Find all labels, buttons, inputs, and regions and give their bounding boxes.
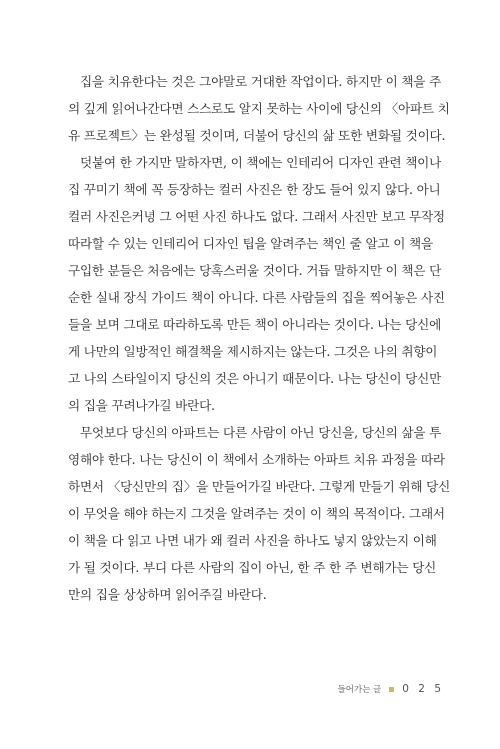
- text-line: 의 깊게 읽어나간다면 스스로도 알지 못하는 사이에 당신의 〈아파트 치: [68, 101, 450, 116]
- text-line: 따라할 수 있는 인테리어 디자인 팁을 알려주는 책인 줄 알고 이 책을: [68, 236, 433, 251]
- text-line: 하면서 〈당신만의 집〉을 만들어가길 바란다. 그렇게 만들기 위해 당신: [68, 479, 451, 494]
- text-line: 순한 실내 장식 가이드 책이 아니다. 다른 사람들의 집을 찍어놓은 사진: [68, 290, 445, 305]
- text-line: 무엇보다 당신의 아파트는 다른 사람이 아닌 당신을, 당신의 삶을 투: [80, 425, 442, 440]
- text-line: 이 무엇을 해야 하는지 그것을 알려주는 것이 이 책의 목적이다. 그래서: [68, 506, 445, 521]
- text-line: 덧붙여 한 가지만 말하자면, 이 책에는 인테리어 디자인 관련 책이나: [80, 155, 442, 170]
- text-line: 이 책을 다 읽고 나면 내가 왜 컬러 사진을 하나도 넣지 않았는지 이해: [68, 533, 437, 548]
- text-line: 컬러 사진은커녕 그 어떤 사진 하나도 없다. 그래서 사진만 보고 무작정: [68, 209, 445, 224]
- text-line: 유 프로젝트〉는 완성될 것이며, 더불어 당신의 삶 또한 변화될 것이다.: [68, 128, 446, 143]
- text-line: 만의 집을 상상하며 읽어주길 바란다.: [68, 587, 267, 602]
- text-line: 고 나의 스타일이지 당신의 것은 아니기 때문이다. 나는 당신이 당신만: [68, 371, 442, 386]
- text-line: 영해야 한다. 나는 당신이 이 책에서 소개하는 아파트 치유 과정을 따라: [68, 452, 445, 467]
- running-section-title: 들어가는 글: [337, 685, 382, 695]
- page-footer: [338, 683, 444, 695]
- text-line: 들을 보며 그대로 따라하도록 만든 책이 아니라는 것이다. 나는 당신에: [68, 317, 442, 332]
- text-line: 의 집을 꾸려나가길 바란다.: [68, 398, 215, 413]
- text-line: 구입한 분들은 처음에는 당혹스러울 것이다. 거듭 말하지만 이 책은 단: [68, 263, 442, 278]
- text-line: 집 꾸미기 책에 꼭 등장하는 컬러 사진은 한 장도 들어 있지 않다. 아니: [68, 182, 441, 197]
- paragraph-1: [68, 68, 448, 149]
- page-number: 0 2 5: [402, 683, 444, 695]
- paragraph-2: [68, 149, 448, 419]
- body-text: [68, 68, 451, 608]
- paragraph-3: [68, 419, 451, 608]
- text-line: 집을 치유한다는 것은 그야말로 거대한 작업이다. 하지만 이 책을 주: [80, 74, 442, 89]
- text-line: 가 될 것이다. 부디 다른 사람의 집이 아닌, 한 주 한 주 변해가는 당신: [68, 560, 437, 575]
- square-marker-icon: [389, 687, 394, 692]
- text-line: 게 나만의 일방적인 해결책을 제시하지는 않는다. 그것은 나의 취향이: [68, 344, 438, 359]
